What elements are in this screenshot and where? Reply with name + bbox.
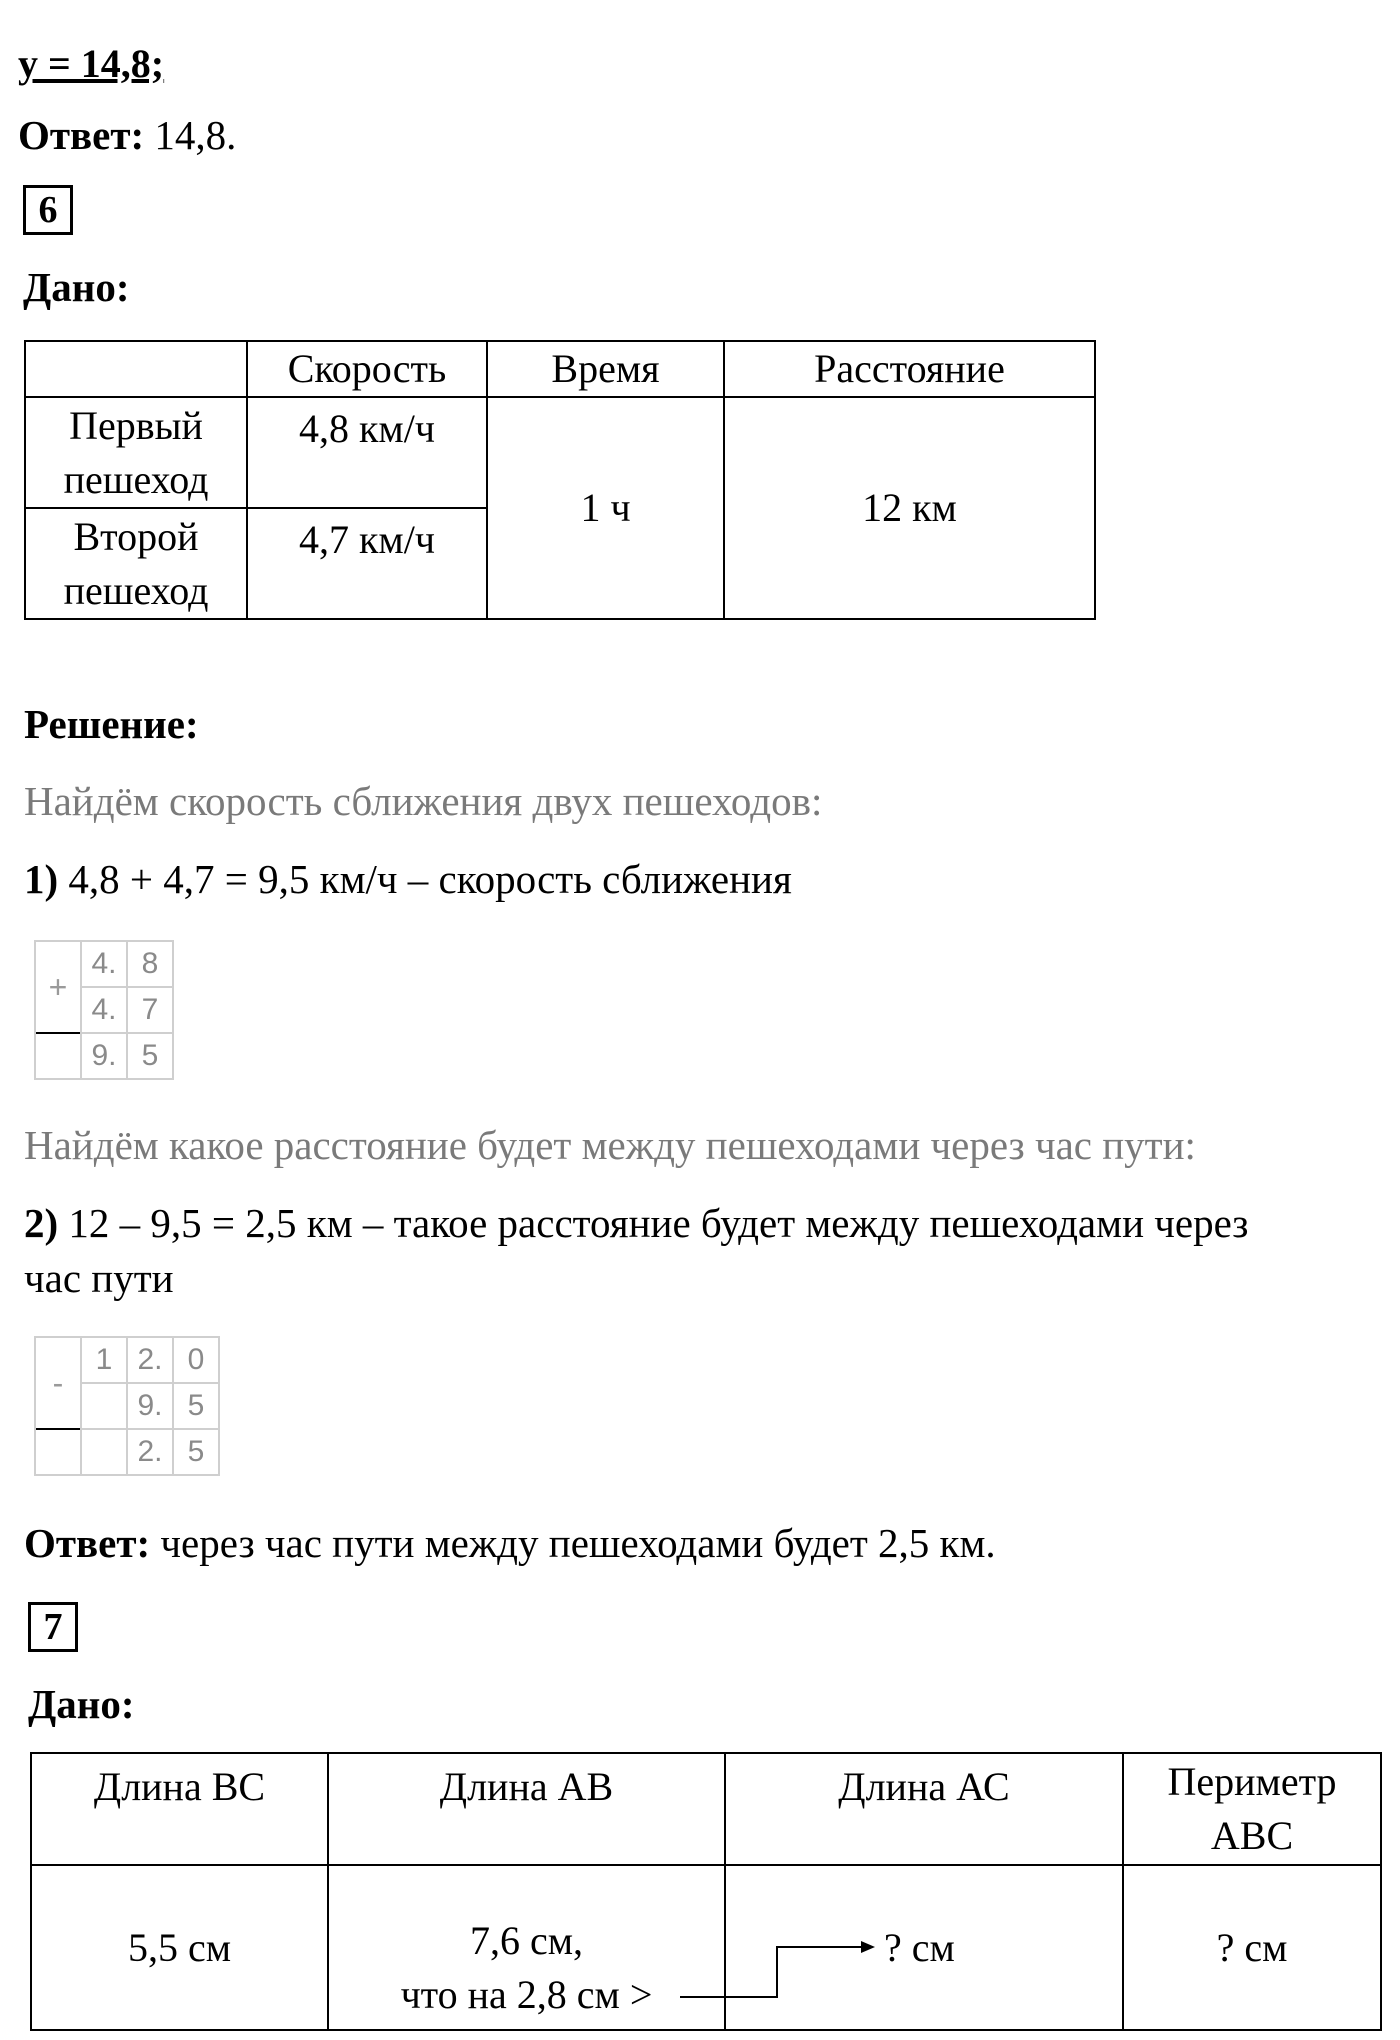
digit-cell: 4. <box>81 941 127 987</box>
digit-cell <box>81 1429 127 1475</box>
column-addition <box>34 940 174 1080</box>
table-header-empty <box>25 341 247 397</box>
header-perimeter <box>1123 1753 1381 1865</box>
given-table-6 <box>24 340 1096 620</box>
digit-cell: 5 <box>127 1033 173 1079</box>
digit-cell <box>35 1033 81 1079</box>
minus-sign: - <box>35 1337 81 1429</box>
digit-cell: 7 <box>127 987 173 1033</box>
value-line: что на 2,8 см > <box>400 1971 653 2017</box>
answer-value: 14,8. <box>144 112 237 158</box>
answer-line-1 <box>18 112 236 159</box>
row-name-line: пешеход <box>63 567 209 613</box>
row-name-line: Первый <box>69 402 203 448</box>
cell-speed-first: 4,8 км/ч <box>247 397 487 508</box>
task-number-7: 7 <box>28 1602 78 1652</box>
digit-cell: 4. <box>81 987 127 1033</box>
digit-cell: 9. <box>127 1383 173 1429</box>
step-1 <box>24 856 792 903</box>
step-2-continuation: час пути <box>24 1255 174 1301</box>
digit-cell: 8 <box>127 941 173 987</box>
step-number: 2) <box>24 1200 59 1246</box>
digit-cell: 1 <box>81 1337 127 1383</box>
answer-label: Ответ: <box>18 112 145 158</box>
comparison-arrow <box>675 1920 875 2040</box>
header-bc: Длина ВС <box>31 1753 328 1865</box>
digit-cell: 9. <box>81 1033 127 1079</box>
solution-heading: Решение: <box>24 701 199 747</box>
answer-line-6 <box>24 1520 996 1567</box>
digit-cell: 2. <box>127 1429 173 1475</box>
value-line: 7,6 см, <box>469 1917 584 1963</box>
step-number: 1) <box>24 856 59 902</box>
header-line: АВС <box>1210 1813 1294 1858</box>
value-bc: 5,5 см <box>31 1865 328 2030</box>
digit-cell: 2. <box>127 1337 173 1383</box>
digit-cell: 5 <box>173 1429 219 1475</box>
answer-label: Ответ: <box>24 1520 151 1566</box>
cell-speed-second: 4,7 км/ч <box>247 508 487 619</box>
value-perimeter: ? см <box>1123 1865 1381 2030</box>
row-second-pedestrian <box>25 508 247 619</box>
row-name-line: пешеход <box>63 456 209 502</box>
step-text: 4,8 + 4,7 = 9,5 км/ч – скорость сближения <box>58 856 792 902</box>
header-ac: Длина АС <box>725 1753 1123 1865</box>
hint-1: Найдём скорость сближения двух пешеходов: <box>24 778 823 824</box>
step-text: 12 – 9,5 = 2,5 км – такое расстояние будет между пешеходами через <box>58 1200 1249 1246</box>
hint-2: Найдём какое расстояние будет между пешеходами через час пути: <box>24 1122 1196 1168</box>
cell-distance: 12 км <box>724 397 1095 619</box>
value-ab <box>328 1865 725 2030</box>
header-line: Периметр <box>1167 1759 1337 1804</box>
top-equation: y = 14,8; <box>18 41 165 86</box>
value-line: ? см <box>884 1924 955 1970</box>
answer-value: через час пути между пешеходами будет 2,5 км. <box>150 1520 996 1566</box>
table-header-speed: Скорость <box>247 341 487 397</box>
row-first-pedestrian <box>25 397 247 508</box>
cell-time: 1 ч <box>487 397 724 619</box>
table-header-distance: Расстояние <box>724 341 1095 397</box>
digit-cell: 5 <box>173 1383 219 1429</box>
header-ab: Длина АВ <box>328 1753 725 1865</box>
plus-sign: + <box>35 941 81 1033</box>
digit-cell <box>35 1429 81 1475</box>
row-name-line: Второй <box>73 513 199 559</box>
digit-cell <box>81 1383 127 1429</box>
step-2 <box>24 1200 1248 1247</box>
digit-cell: 0 <box>173 1337 219 1383</box>
given-heading-6: Дано: <box>23 264 130 310</box>
given-heading-7: Дано: <box>28 1681 135 1727</box>
column-subtraction <box>34 1336 220 1476</box>
table-header-time: Время <box>487 341 724 397</box>
task-number-6: 6 <box>23 185 73 235</box>
